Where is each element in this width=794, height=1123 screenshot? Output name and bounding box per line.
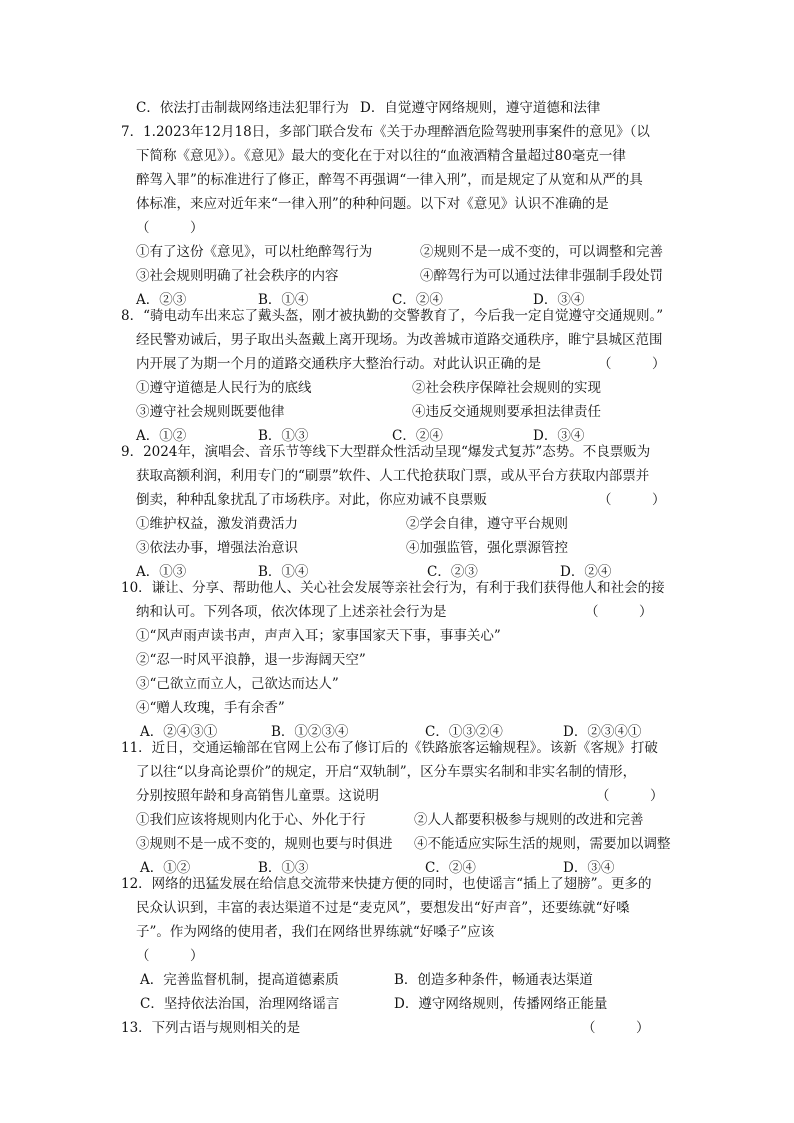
q10-option-d: D．②③④① [563,724,642,740]
q7-statement-4: ④醉驾行为可以通过法律非强制手段处罚 [420,268,663,284]
q9-stem-line-2: 获取高额利润，利用专门的“刷票”软件、人工代抢获取门票，或从平台方获取内部票并 [136,468,650,484]
prev-option-c: C．依法打击制裁网络违法犯罪行为 [136,100,349,116]
q8-stem-line-3: 内开展了为期一个月的道路交通秩序大整治行动。对此认识正确的是 [136,356,541,372]
q8-statement-3: ③遵守社会规则既要他律 [136,404,285,420]
q10-option-a: A．②④③① [140,724,218,740]
q8-statement-2: ②社会秩序保障社会规则的实现 [412,380,601,396]
q11-statement-1: ①我们应该将规则内化于心、外化于行 [136,812,366,828]
q9-option-c: C．②③ [427,564,478,580]
q9-answer-blank: （ ） [598,492,666,508]
q10-statement-2: ②“忍一时风平浪静，退一步海阔天空” [136,652,366,668]
q11-statement-4: ④不能适应实际生活的规则，需要加以调整 [414,836,671,852]
q9-statement-2: ②学会自律，遵守平台规则 [406,516,568,532]
q11-stem-line-3: 分别按照年龄和身高销售儿童票。这说明 [136,788,379,804]
q12-answer-blank: （ ） [136,948,204,964]
q8-statement-4: ④违反交通规则要承担法律责任 [412,404,601,420]
q7-option-a: A．②③ [136,292,187,308]
q9-option-d: D．②④ [560,564,612,580]
q7-stem-line-3: 醉驾入罪”的标准进行了修正，醉驾不再强调“一律入刑”，而是规定了从宽和从严的具 [136,172,643,188]
q10-statement-3: ③“己欲立而立人，己欲达而达人” [136,676,339,692]
q13-answer-blank: （ ） [582,1020,650,1036]
q10-option-c: C．①③②④ [425,724,503,740]
prev-option-d: D．自觉遵守网络规则，遵守道德和法律 [360,100,601,116]
q9-option-a: A．①③ [136,564,187,580]
q7-statement-3: ③社会规则明确了社会秩序的内容 [136,268,339,284]
q8-answer-blank: （ ） [598,356,666,372]
q11-option-d: D．③④ [563,860,615,876]
q7-option-b: B．①④ [258,292,309,308]
q8-statement-1: ①遵守道德是人民行为的底线 [136,380,312,396]
q12-option-c: C．坚持依法治国，治理网络谣言 [140,996,340,1012]
q8-stem-line-2: 经民警劝诫后，男子取出头盔戴上离开现场。为改善城市道路交通秩序，睢宁县城区范围 [136,332,663,348]
q11-statement-2: ②人人都要积极参与规则的改进和完善 [414,812,644,828]
q9-stem-line-3: 倒卖，种种乱象扰乱了市场秩序。对此，你应劝诫不良票贩 [136,492,487,508]
q11-stem-line-2: 了以往“以身高论票价”的规定，开启“双轨制”，区分车票实名制和非实名制的情形， [136,764,637,780]
q11-answer-blank: （ ） [596,788,664,804]
q9-statement-3: ③依法办事，增强法治意识 [136,540,298,556]
q8-option-c: C．②④ [392,428,443,444]
q7-stem-line-1: 7．1.2023年12月18日，多部门联合发布《关于办理醉酒危险驾驶刑事案件的意见》（以 [121,124,650,140]
q9-option-b: B．①④ [258,564,309,580]
q9-statement-1: ①维护权益，激发消费活力 [136,516,298,532]
q8-option-a: A．①② [136,428,187,444]
q7-option-d: D．③④ [533,292,585,308]
q8-stem-line-1: 8．“骑电动车出来忘了戴头盔，刚才被执勤的交警教育了，今后我一定自觉遵守交通规则。” [121,308,664,324]
q9-stem-line-1: 9．2024年，演唱会、音乐节等线下大型群众性活动呈现“爆发式复苏”态势。不良票贩为 [121,444,651,460]
q12-stem-line-2: 民众认识到，丰富的表达渠道不过是“麦克风”，要想发出“好声音”，还要练就“好嗓 [136,900,630,916]
q8-option-b: B．①③ [258,428,309,444]
q12-option-d: D．遵守网络规则，传播网络正能量 [394,996,608,1012]
q7-statement-2: ②规则不是一成不变的，可以调整和完善 [420,244,663,260]
q7-statement-1: ①有了这份《意见》，可以杜绝醉驾行为 [136,244,373,260]
q7-answer-blank: （ ） [136,220,204,236]
q11-stem-line-1: 11．近日，交通运输部在官网上公布了修订后的《铁路旅客运输规程》。该新《客规》打破 [121,740,658,756]
q10-stem-line-2: 纳和认可。下列各项，依次体现了上述亲社会行为是 [136,604,447,620]
q11-option-b: B．①③ [258,860,309,876]
q7-option-c: C．②④ [392,292,443,308]
q10-statement-4: ④“赠人玫瑰，手有余香” [136,700,285,716]
q12-option-a: A．完善监督机制，提高道德素质 [140,972,339,988]
q11-statement-3: ③规则不是一成不变的，规则也要与时俱进 [136,836,393,852]
q11-option-c: C．②④ [425,860,476,876]
q7-stem-line-4: 体标准，来应对近年来“一律入刑”的种种问题。以下对《意见》认识不准确的是 [136,196,609,212]
q10-answer-blank: （ ） [585,604,653,620]
q12-stem-line-3: 子”。作为网络的使用者，我们在网络世界练就“好嗓子”应该 [136,924,495,940]
q13-stem-line-1: 13．下列古语与规则相关的是 [121,1020,301,1036]
q12-stem-line-1: 12．网络的迅猛发展在给信息交流带来快捷方便的同时，也使谣言“插上了翅膀”。更多的 [121,876,652,892]
q7-stem-line-2: 下简称《意见》）。《意见》最大的变化在于对以往的“血液酒精含量超过80毫克一律 [136,148,626,164]
q10-stem-line-1: 10．谦让、分享、帮助他人、关心社会发展等亲社会行为，有利于我们获得他人和社会的接 [121,580,665,596]
q11-option-a: A．①② [140,860,191,876]
q12-option-b: B．创造多种条件，畅通表达渠道 [394,972,593,988]
q10-statement-1: ①“风声雨声读书声，声声入耳；家事国家天下事，事事关心” [136,628,501,644]
q8-option-d: D．③④ [533,428,585,444]
q10-option-b: B．①②③④ [271,724,349,740]
q9-statement-4: ④加强监管，强化票源管控 [406,540,568,556]
